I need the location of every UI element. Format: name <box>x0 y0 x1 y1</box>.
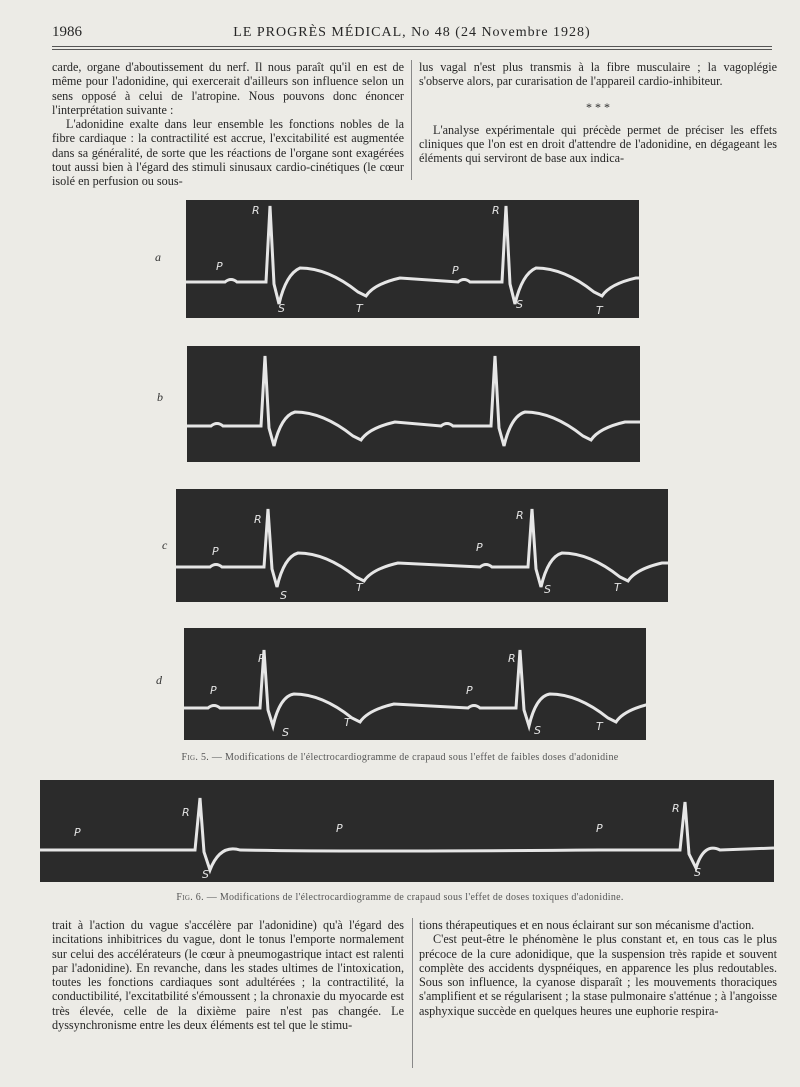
wave-label: T <box>344 716 351 729</box>
wave-label: P <box>476 541 483 554</box>
wave-label: R <box>516 509 524 522</box>
wave-label: S <box>694 866 701 879</box>
wave-label: T <box>356 302 363 315</box>
paragraph: L'adonidine exalte dans leur ensemble les fonctions nobles de la fibre cardiaque : la contractilité est accrue, l'excitabilité est augmentée dans sa généralité, de sorte que les réactions de l'organe sont exagérées tout aussi bien à l'égard des stimuli sinusaux cardio-cinétiques (le cœur isolé en perfusion ou sous- <box>52 117 404 189</box>
figure-6-number: Fig. 6. <box>176 892 204 903</box>
panel-letter-d: d <box>156 673 162 687</box>
column-divider <box>411 60 412 180</box>
ecg-panel-d <box>184 628 646 740</box>
wave-label: P <box>336 822 343 835</box>
wave-label: S <box>516 298 523 311</box>
wave-label: T <box>614 581 621 594</box>
panel-letter-a: a <box>155 250 161 264</box>
wave-label: R <box>254 513 262 526</box>
paragraph: carde, organe d'aboutissement du nerf. Il nous paraît qu'il en est de même pour l'adonidine, qui exercerait d'ailleurs son influence selon un sens opposé à celui de l'atropine. Nous pouvons donc énoncer l'interprétation suivante : <box>52 60 404 117</box>
ecg-panel-b <box>187 346 640 462</box>
ecg-trace-fig6 <box>40 780 774 882</box>
header-rule-double <box>52 49 772 50</box>
paragraph: tions thérapeutiques et en nous éclairant sur son mécanisme d'action. <box>419 918 755 932</box>
page-number: 1986 <box>52 24 82 40</box>
ecg-trace-c <box>176 489 668 602</box>
top-left-column <box>52 60 404 189</box>
wave-label: S <box>534 724 541 737</box>
top-right-column <box>419 60 777 165</box>
figure-6-caption <box>0 892 800 903</box>
wave-label: T <box>596 304 603 317</box>
figure-5-number: Fig. 5. <box>181 752 210 763</box>
wave-label: T <box>356 581 363 594</box>
wave-label: R <box>182 806 190 819</box>
wave-label: P <box>74 826 81 839</box>
wave-label: P <box>596 822 603 835</box>
ecg-trace-d <box>184 628 646 740</box>
wave-label: R <box>252 204 260 217</box>
wave-label: P <box>216 260 223 273</box>
column-divider <box>412 918 413 1068</box>
wave-label: R <box>258 652 266 665</box>
ecg-panel-a <box>186 200 639 318</box>
wave-label: S <box>202 868 209 881</box>
ecg-trace-a <box>186 200 639 318</box>
ecg-panel-c <box>176 489 668 602</box>
figure-5-caption-text: — Modifications de l'électrocardiogramme de crapaud sous l'effet de faibles doses d'adonidine <box>211 752 619 763</box>
wave-label: R <box>492 204 500 217</box>
journal-title: LE PROGRÈS MÉDICAL, No 48 (24 Novembre 1928) <box>233 25 591 40</box>
wave-label: S <box>278 302 285 315</box>
panel-letter-b: b <box>157 390 163 404</box>
section-separator: * * * <box>586 99 610 114</box>
panel-letter-c: c <box>162 538 168 552</box>
paragraph: lus vagal n'est plus transmis à la fibre musculaire ; la vagoplégie s'observe alors, par curarisation de l'appareil cardio-inhibiteur. <box>419 60 777 89</box>
wave-label: P <box>466 684 473 697</box>
figure-6-caption-text: — Modifications de l'électrocardiogramme de crapaud sous l'effet de doses toxiques d'adonidine. <box>206 892 624 903</box>
wave-label: S <box>280 589 287 602</box>
paragraph: L'analyse expérimentale qui précède permet de préciser les effets cliniques que l'on est en droit d'attendre de l'adonidine, en dégageant les éléments qui serviront de base aux indica- <box>419 122 777 166</box>
wave-label: R <box>672 802 680 815</box>
bottom-left-column <box>52 918 404 1032</box>
ecg-trace-b <box>187 346 640 462</box>
wave-label: P <box>452 264 459 277</box>
ecg-panel-fig6 <box>40 780 774 882</box>
figure-5-caption <box>0 752 800 763</box>
wave-label: S <box>544 583 551 596</box>
paragraph: trait à l'action du vague s'accélère par l'adonidine) qu'à l'égard des incitations inhibitrices du vague, dont le tonus l'emporte normalement sur celui des accélérateurs (le cœur à pneumogastrique intact est ralenti par l'adonidine). En revanche, dans les stades ultimes de l'intoxication, toutes les fonctions cardiaques sont adultérées ; la contractilité, la conductibilité, l'excitatbilité s'émoussent ; la chronaxie du myocarde est très élevée, celle de la dixième paire n'est pas changée. Le dyssynchronisme entre les deux éléments est tel que le stimu- <box>52 918 404 1033</box>
wave-label: T <box>596 720 603 733</box>
wave-label: P <box>210 684 217 697</box>
page-header <box>52 24 772 46</box>
bottom-right-column <box>419 918 777 1018</box>
header-rule <box>52 46 772 47</box>
wave-label: R <box>508 652 516 665</box>
wave-label: P <box>212 545 219 558</box>
wave-label: S <box>282 726 289 739</box>
paragraph: C'est peut-être le phénomène le plus constant et, en tous cas le plus précoce de la cure adonidique, que la suspension très rapide et souvent complète des accidents dyspnéiques, en apparence les plus redoutables. Sous son influence, la cyanose disparaît ; les mouvements thoraciques s'amplifient et se régularisent ; la stase pulmonaire s'atténue ; à l'angoisse asphyxique succède en quelques heures une euphorie respira- <box>419 932 777 1018</box>
